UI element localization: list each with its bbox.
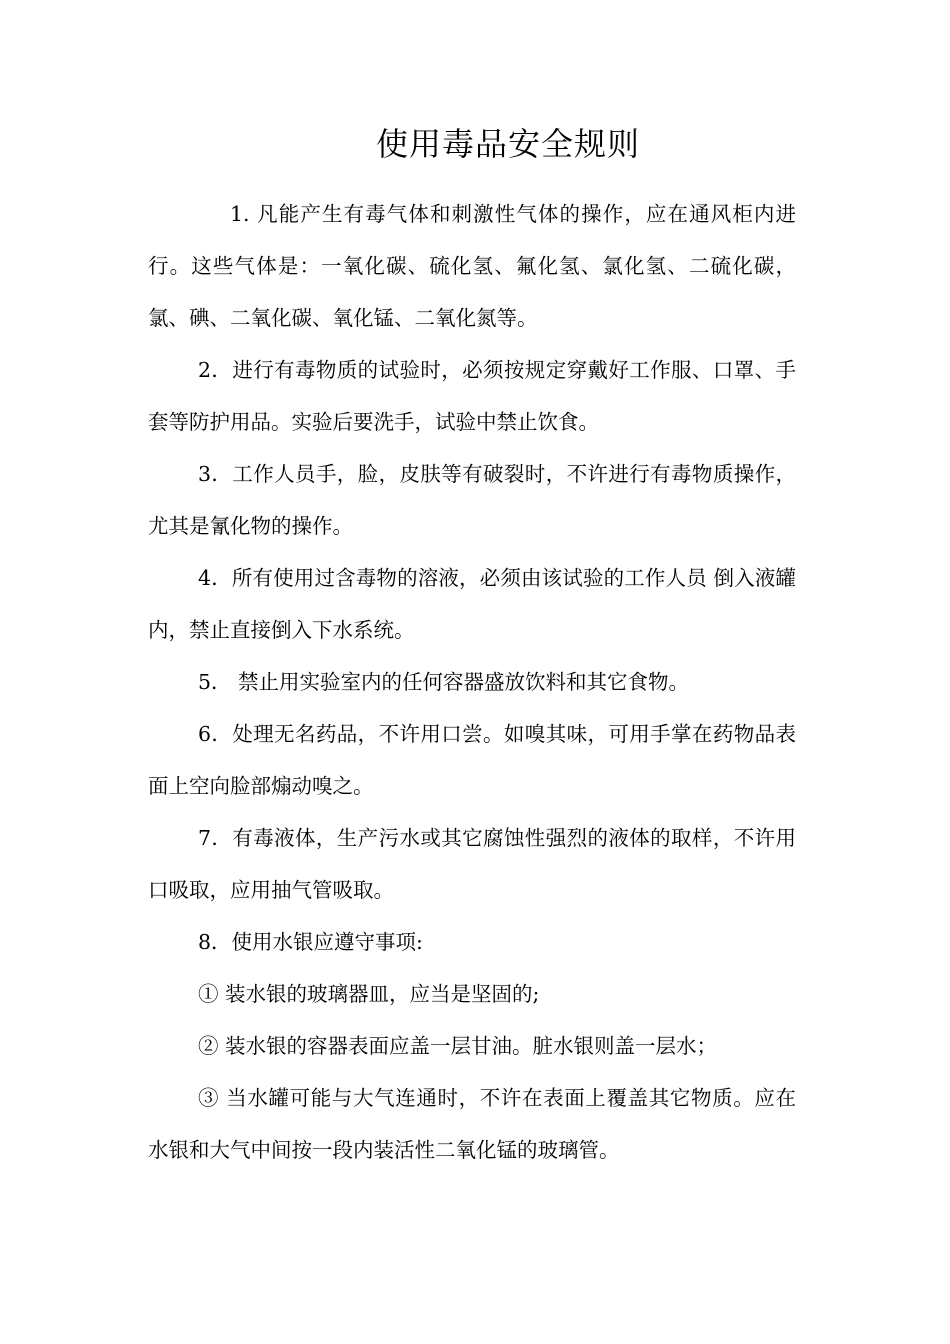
- rule-paragraph-1: 1. 凡能产生有毒气体和刺激性气体的操作，应在通风柜内进行。这些气体是：一氧化碳、硫化氢、氟化氢、氯化氢、二硫化碳，氯、碘、二氧化碳、氧化锰、二氧化氮等。: [148, 202, 796, 330]
- rule-paragraph-6: 6．处理无名药品，不许用口尝。如嗅其味，可用手掌在药物品表面上空向脸部煽动嗅之。: [148, 722, 796, 798]
- rule-paragraph-7: 7．有毒液体，生产污水或其它腐蚀性强烈的液体的取样，不许用口吸取，应用抽气管吸取。: [148, 826, 796, 902]
- mercury-item-1: ① 装水银的玻璃器皿，应当是坚固的;: [198, 982, 540, 1006]
- document-body: [148, 188, 796, 1176]
- rule-paragraph-5: 5． 禁止用实验室内的任何容器盛放饮料和其它食物。: [198, 670, 690, 694]
- rule-paragraph-2: 2．进行有毒物质的试验时，必须按规定穿戴好工作服、口罩、手套等防护用品。实验后要洗手，试验中禁止饮食。: [148, 358, 796, 434]
- document-title: 使用毒品安全规则: [375, 125, 640, 163]
- rule-paragraph-3: 3．工作人员手，脸，皮肤等有破裂时，不许进行有毒物质操作，尤其是氰化物的操作。: [148, 462, 796, 538]
- rule-paragraph-8: 8．使用水银应遵守事项:: [198, 930, 423, 954]
- mercury-item-2: ② 装水银的容器表面应盖一层甘油。脏水银则盖一层水；: [198, 1034, 718, 1058]
- rule-paragraph-4: 4．所有使用过含毒物的溶液，必须由该试验的工作人员 倒入液罐内，禁止直接倒入下水系统。: [148, 566, 796, 642]
- mercury-item-3: ③ 当水罐可能与大气连通时，不许在表面上覆盖其它物质。应在水银和大气中间按一段内装活性二氧化锰的玻璃管。: [148, 1086, 796, 1162]
